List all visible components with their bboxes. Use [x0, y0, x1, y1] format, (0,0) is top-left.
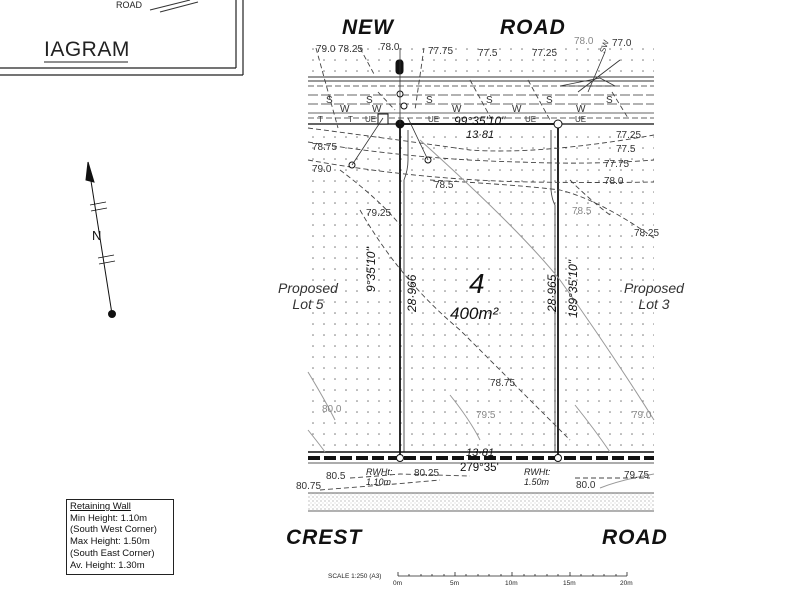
diagram-title: IAGRAM: [44, 38, 130, 61]
contour-label: 79.0: [312, 164, 332, 175]
road-name-south-2: ROAD: [602, 526, 668, 549]
scale-tick-label: 20m: [620, 580, 633, 587]
key-title: Retaining Wall: [70, 501, 131, 512]
lot-number: 4: [469, 268, 485, 299]
scale-bar: [398, 572, 627, 576]
contour-label: 77.25: [616, 130, 642, 141]
adjacent-lot-east-line2: Lot 3: [638, 296, 670, 312]
contour-label: 80.5: [326, 471, 346, 482]
contour-label: 78.25: [338, 44, 364, 55]
scale-tick-label: 0m: [393, 580, 403, 587]
scale-tick-label: 5m: [450, 580, 460, 587]
adjacent-lot-west-line1: Proposed: [278, 280, 338, 296]
stormwater-label: SW: [598, 38, 611, 55]
north-boundary-bearing: 99°35'10": [454, 114, 506, 128]
contour-label: 78.75: [490, 378, 516, 389]
contour-label: 79.25: [366, 208, 392, 219]
water-label: W: [452, 104, 462, 115]
contour-label: 79.5: [476, 410, 496, 421]
west-boundary-bearing: 9°35'10": [364, 247, 378, 292]
north-boundary-length: 13·81: [466, 129, 495, 141]
contour-label: 80.75: [296, 481, 322, 492]
contour-label: 78.0: [574, 36, 594, 47]
contour-label: 80.0: [322, 404, 342, 415]
water-label: W: [372, 104, 382, 115]
water-label: W: [340, 104, 350, 115]
east-boundary-length: 28·965: [545, 274, 559, 312]
scale-tick-label: 10m: [505, 580, 518, 587]
sewer-label: S: [326, 95, 333, 106]
retaining-wall-east-value: 1.50m: [524, 477, 550, 487]
key-line: Max Height: 1.50m: [70, 536, 150, 548]
crest-road-edge: [308, 452, 654, 511]
retaining-wall-key: [66, 499, 174, 575]
sewer-label: S: [606, 95, 613, 106]
contour-label: 78.75: [312, 142, 338, 153]
contour-label: 78.0: [604, 176, 624, 187]
contour-label: 78.5: [572, 206, 592, 217]
retaining-wall-east: [524, 467, 550, 487]
north-letter: N: [92, 228, 102, 243]
contour-label: 79.0: [316, 44, 336, 55]
lot-area: 400m²: [450, 304, 499, 323]
east-boundary-bearing: 189°35'10": [566, 259, 580, 318]
key-line: (South West Corner): [70, 524, 157, 536]
contour-label: 78.0: [380, 42, 400, 53]
telecom-label: T: [348, 115, 353, 124]
contour-label: 77.75: [604, 159, 630, 170]
south-boundary-length: 13·81: [466, 447, 495, 459]
telecom-label: T: [318, 115, 323, 124]
west-boundary-length: 28·966: [405, 274, 419, 312]
electric-label: UE: [525, 115, 537, 124]
scale-tick-label: 15m: [563, 580, 576, 587]
road-name-south-1: CREST: [286, 526, 363, 549]
water-label: W: [576, 104, 586, 115]
electric-label: UE: [428, 115, 440, 124]
contour-label: 80.25: [414, 468, 440, 479]
contour-label: 78.25: [634, 228, 660, 239]
contour-label: 79.0: [632, 410, 652, 421]
key-line: Av. Height: 1.30m: [70, 559, 145, 571]
road-name-north-1: NEW: [342, 16, 394, 39]
sewer-label: S: [426, 95, 433, 106]
sewer-label: S: [366, 95, 373, 106]
scale-label: SCALE 1:250 (A3): [328, 573, 382, 580]
retaining-wall-west-value: 1.10m: [366, 477, 392, 487]
adjacent-lot-west: [272, 280, 344, 312]
contour-label: 77.0: [612, 38, 632, 49]
contour-label: 77.25: [532, 48, 558, 59]
water-label: W: [512, 104, 522, 115]
sewer-label: S: [546, 95, 553, 106]
electric-label: UE: [575, 115, 587, 124]
inset-road-label: ROAD: [116, 0, 143, 10]
retaining-wall-east-label: RWHt:: [524, 467, 551, 477]
sewer-label: S: [486, 95, 493, 106]
retaining-wall-west: [366, 467, 392, 487]
south-boundary-bearing: 279°35': [460, 462, 499, 474]
key-line: (South East Corner): [70, 547, 155, 559]
contour-label: 77.5: [616, 144, 636, 155]
retaining-wall-west-label: RWHt:: [366, 467, 393, 477]
contour-label: 77.75: [428, 46, 454, 57]
adjacent-lot-west-line2: Lot 5: [292, 296, 324, 312]
contour-label: 78.5: [434, 180, 454, 191]
electric-label: UE: [365, 115, 377, 124]
contour-label: 79.75: [624, 470, 650, 481]
road-name-north-2: ROAD: [500, 16, 566, 39]
adjacent-lot-east: [618, 280, 690, 312]
adjacent-lot-east-line1: Proposed: [624, 280, 684, 296]
contour-label: 80.0: [576, 480, 596, 491]
contour-label: 77.5: [478, 48, 498, 59]
key-line: Min Height: 1.10m: [70, 512, 148, 524]
